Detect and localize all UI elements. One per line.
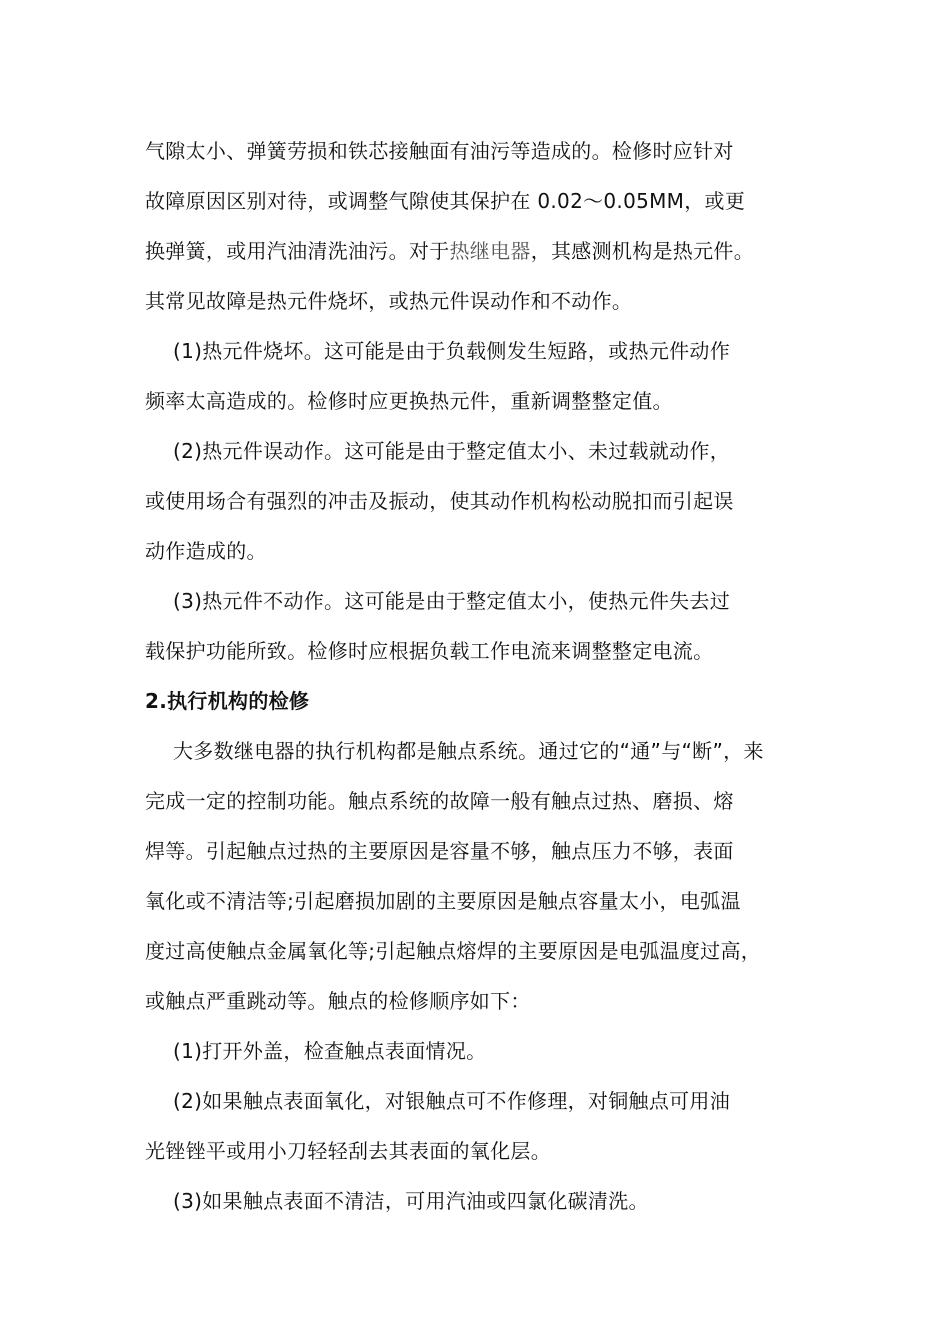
text-line bbox=[145, 526, 825, 576]
text-line bbox=[145, 976, 825, 1026]
text-line bbox=[145, 826, 825, 876]
text-segment: 载保护功能所致。检修时应根据负载工作电流来调整整定电流。 bbox=[145, 639, 714, 663]
text-segment: 换弹簧，或用汽油清洗油污。对于 bbox=[145, 239, 450, 263]
text-segment: 完成一定的控制功能。触点系统的故障一般有触点过热、磨损、熔 bbox=[145, 789, 734, 813]
text-segment: (3)热元件不动作。这可能是由于整定值太小，使热元件失去过 bbox=[173, 589, 731, 613]
list-item bbox=[145, 426, 825, 476]
text-segment: (3)如果触点表面不清洁，可用汽油或四氯化碳清洗。 bbox=[173, 1189, 649, 1213]
text-line bbox=[145, 476, 825, 526]
list-item bbox=[145, 576, 825, 626]
text-line bbox=[145, 776, 825, 826]
text-segment: 氧化或不清洁等;引起磨损加剧的主要原因是触点容量太小，电弧温 bbox=[145, 889, 741, 913]
text-line bbox=[145, 1126, 825, 1176]
paragraph-start bbox=[145, 726, 825, 776]
text-segment: 故障原因区别对待，或调整气隙使其保护在 0.02～0.05MM，或更 bbox=[145, 189, 746, 213]
text-segment: 频率太高造成的。检修时应更换热元件，重新调整整定值。 bbox=[145, 389, 673, 413]
text-line bbox=[145, 126, 825, 176]
text-segment: 气隙太小、弹簧劳损和铁芯接触面有油污等造成的。检修时应针对 bbox=[145, 139, 734, 163]
text-segment: (2)如果触点表面氧化，对银触点可不作修理，对铜触点可用油 bbox=[173, 1089, 731, 1113]
text-segment: 或触点严重跳动等。触点的检修顺序如下： bbox=[145, 989, 531, 1013]
text-segment: ，其感测机构是热元件。 bbox=[530, 239, 755, 263]
list-item bbox=[145, 1176, 825, 1226]
text-segment: (2)热元件误动作。这可能是由于整定值太小、未过载就动作， bbox=[173, 439, 731, 463]
list-item bbox=[145, 1026, 825, 1076]
document-body bbox=[145, 126, 825, 1226]
text-segment: 或使用场合有强烈的冲击及振动，使其动作机构松动脱扣而引起误 bbox=[145, 489, 734, 513]
term-thermal-relay: 热继电器 bbox=[449, 239, 531, 263]
heading-text: 2.执行机构的检修 bbox=[145, 689, 310, 713]
text-line bbox=[145, 226, 825, 276]
text-segment: 其常见故障是热元件烧坏，或热元件误动作和不动作。 bbox=[145, 289, 633, 313]
text-segment: (1)热元件烧坏。这可能是由于负载侧发生短路，或热元件动作 bbox=[173, 339, 731, 363]
text-segment: 焊等。引起触点过热的主要原因是容量不够，触点压力不够，表面 bbox=[145, 839, 734, 863]
text-segment: 光锉锉平或用小刀轻轻刮去其表面的氧化层。 bbox=[145, 1139, 551, 1163]
text-line bbox=[145, 176, 825, 226]
section-heading bbox=[145, 676, 825, 726]
text-line bbox=[145, 376, 825, 426]
text-line bbox=[145, 276, 825, 326]
text-segment: 大多数继电器的执行机构都是触点系统。通过它的“通”与“断”，来 bbox=[173, 739, 764, 763]
text-segment: (1)打开外盖，检查触点表面情况。 bbox=[173, 1039, 487, 1063]
text-line bbox=[145, 876, 825, 926]
text-line bbox=[145, 926, 825, 976]
list-item bbox=[145, 326, 825, 376]
text-segment: 动作造成的。 bbox=[145, 539, 267, 563]
text-line bbox=[145, 626, 825, 676]
text-segment: 度过高使触点金属氧化等;引起触点熔焊的主要原因是电弧温度过高， bbox=[145, 939, 762, 963]
list-item bbox=[145, 1076, 825, 1126]
